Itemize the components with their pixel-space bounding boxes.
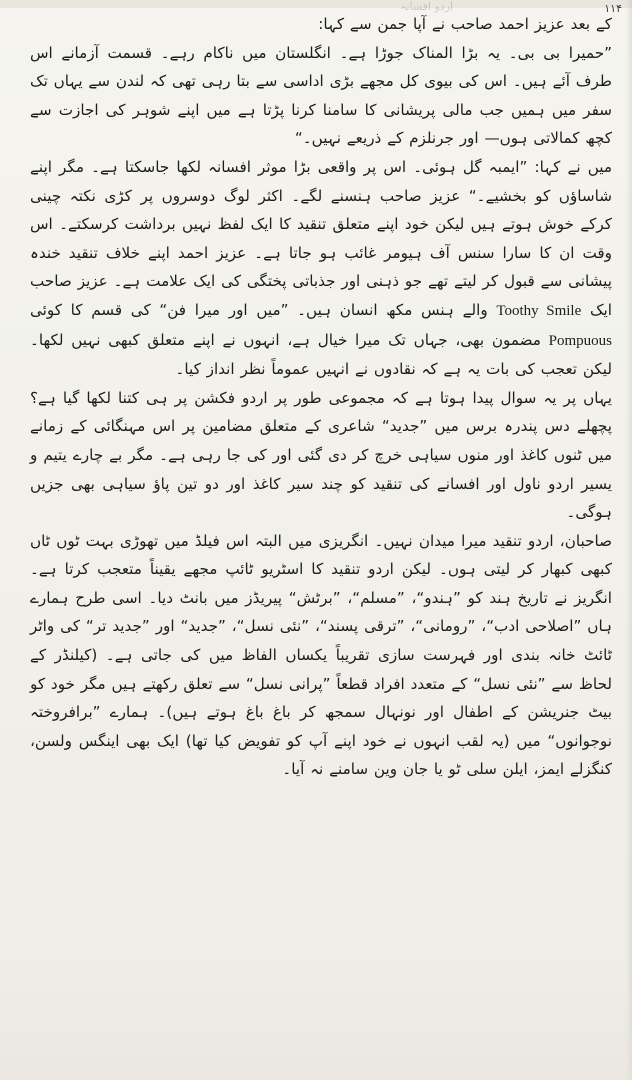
paragraph-3 (30, 153, 612, 384)
page-number: ۱۱۴ (604, 2, 622, 15)
page-content (30, 10, 612, 784)
bottom-shading (0, 960, 632, 1080)
paragraph-4: یہاں پر یہ سوال پیدا ہوتا ہے کہ مجموعی طور پر اردو فکشن پر ہی کتنا لکھا گیا ہے؟ پچھلے دس پندرہ برس میں ”جدید“ شاعری کے متعلق مضامین پر اس مہنگائی کے زمانے میں ٹنوں کاغذ اور منوں سیاہی خرچ کر دی گئی اور کی جا رہی ہے۔ مگر بے چارے یتیم و یسیر اردو ناول اور افسانے کی تنقید کو چند سیر کاغذ اور دو تین پاؤ سیاہی بھی جزیں ہوگی۔ (30, 388, 612, 522)
paragraph-1: کے بعد عزیز احمد صاحب نے آپا جمن سے کہا: (318, 15, 612, 33)
page-edge-shadow (626, 0, 632, 1080)
paragraph-5: صاحبان، اردو تنقید میرا میدان نہیں۔ انگریزی میں البتہ اس فیلڈ میں تھوڑی بہت ٹوں ٹاں کبھی کبھار کر لیتی ہوں۔ لیکن اردو تنقید کا اسٹریو ٹائپ مجھے یقیناً متعجب کرتا ہے۔ انگریز نے تاریخ ہند کو ”ہندو“، ”مسلم“، ”برٹش“ پیریڈز میں بانٹ دیا۔ اسی طرح ہمارے ہاں ”اصلاحی ادب“، ”رومانی“، ”ترقی پسند“، ”نئی نسل“، ”جدید“ اور ”جدید تر“ کی واٹر ٹائٹ خانہ بندی اور فہرست سازی تقریباً یکساں الفاظ میں کی جاتی ہے۔ (کیلنڈر کے لحاظ سے ”نئی نسل“ کے متعدد افراد قطعاً ”پرانی نسل“ سے تعلق رکھتے ہیں مگر خود کو بیٹ جنریشن کے اطفال اور نونہال سمجھ کر باغ باغ ہوتے ہیں)۔ ہمارے ”برافروختہ نوجوانوں“ میں (یہ لقب انہوں نے خود اپنے آپ کو تفویض کیا تھا) ایک بھی اینگس ولسن، کنگزلے ایمز، ایلن سلی ٹو یا جان وین سامنے نہ آیا۔ (30, 531, 612, 779)
paragraph-2: ”حمیرا بی بی۔ یہ بڑا المناک جوڑا ہے۔ انگلستان میں ناکام رہے۔ قسمت آزمانے اس طرف آئے ہیں۔ اس کی بیوی کل مجھے بڑی اداسی سے بتا رہی تھی کہ لندن سے یہاں تک سفر میں ہمیں جب مالی پریشانی کا سامنا کرنا پڑتا ہے میں اپنے شوہر کی اجازت سے کچھ کمالاتی ہوں— اور جرنلزم کے ذریعے نہیں۔“ (30, 43, 612, 148)
english-term-pompuous: Pompuous (548, 332, 613, 349)
bleed-through-text: اردو افسانہ (400, 0, 454, 13)
paragraph-3-end: مضمون بھی، جہاں تک میرا خیال ہے، انہوں نے اپنے متعلق کبھی نہیں لکھا۔ لیکن تعجب کی بات یہ ہے کہ نقادوں نے انہیں عموماً نظر انداز کیا۔ (30, 330, 612, 379)
paragraph-3-main: میں نے کہا: ”ایمبہ گل ہوئی۔ اس پر واقعی بڑا موثر افسانہ لکھا جاسکتا ہے۔ مگر اپنے شاساؤں کو بخشیے۔“ عزیز صاحب ہنسنے لگے۔ اکثر لوگ دوسروں پر کڑی نکتہ چینی کرکے خوش ہوتے ہیں لیکن خود اپنے متعلق تنقید کا ایک لفظ نہیں برداشت کرسکتے۔ اس وقت ان کا سارا سنس آف ہیومر غائب ہو جاتا ہے۔ عزیز احمد اپنے خلاف تنقید خندہ پیشانی سے قبول کر لیتے تھے جو ذہنی اور جذباتی پختگی کی ایک علامت ہے۔ عزیز صاحب ایک (30, 157, 612, 319)
english-term-toothy-smile: Toothy Smile (496, 302, 582, 319)
top-strip (0, 0, 632, 8)
paragraph-3-cont: والے ہنس مکھ انسان ہیں۔ ”میں اور میرا فن“ کی قسم کا کوئی (30, 300, 488, 319)
